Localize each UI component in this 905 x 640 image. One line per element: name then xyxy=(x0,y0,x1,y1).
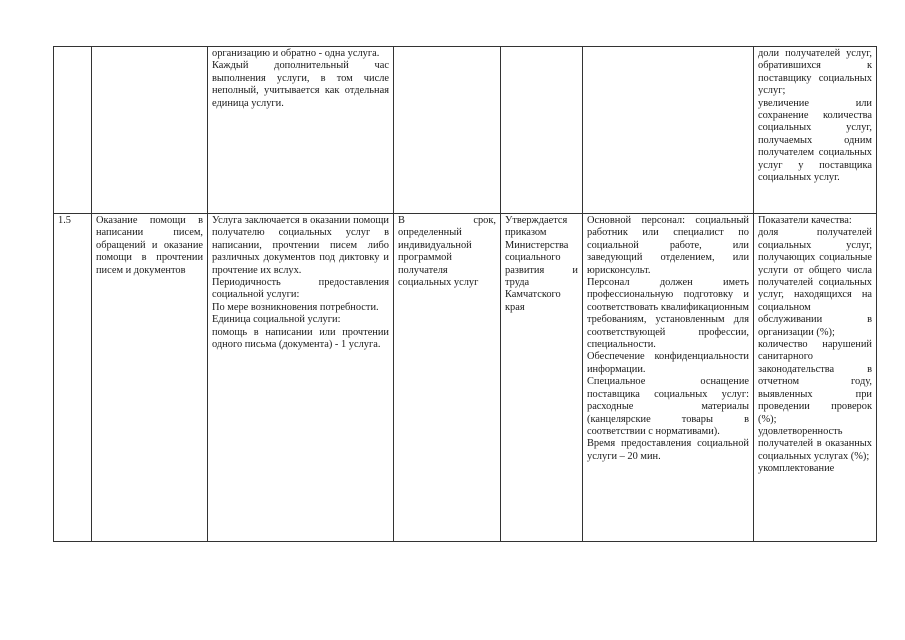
service-name: Оказание помощи в написании писем, обращений и оказание помощи в прочтении писем и документов xyxy=(96,215,203,276)
paragraph: Периодичность предоставления социальной услуги: xyxy=(212,277,389,301)
paragraph: помощь в написании или прочтении одного письма (документа) - 1 услуга. xyxy=(212,326,389,351)
cell-number xyxy=(54,47,92,214)
approval-text: Утверждается приказом Министерства социального развития и труда Камчатского края xyxy=(505,215,578,313)
cell-number xyxy=(54,214,92,542)
cell-description xyxy=(208,47,394,214)
paragraph: организацию и обратно - одна услуга. xyxy=(212,48,380,59)
paragraph: количество нарушений санитарного законодательства в отчетном году, выявленных при проведении проверок (%); xyxy=(758,339,872,425)
paragraph: Единица социальной услуги: xyxy=(212,314,341,326)
cell-service-name xyxy=(92,47,208,214)
paragraph: Специальное оснащение поставщика социальных услуг: расходные материалы (канцелярские товары в соответствии с нормативами). xyxy=(587,376,749,437)
cell-approval xyxy=(501,47,583,214)
table-row xyxy=(54,47,877,214)
paragraph: Обеспечение конфиденциальности информации. xyxy=(587,351,749,375)
paragraph: Время предоставления социальной услуги – 20 мин. xyxy=(587,438,749,462)
row-number: 1.5 xyxy=(58,215,71,226)
paragraph: укомплектование xyxy=(758,463,835,475)
cell-service-name xyxy=(92,214,208,542)
cell-conditions xyxy=(583,47,754,214)
cell-term xyxy=(394,214,501,542)
cell-quality xyxy=(754,47,877,214)
paragraph: доля получателей социальных услуг, получающих социальные услуги от общего числа получателей социальных услуг, находящихся на социальном обслуживании в организации (%); xyxy=(758,227,872,338)
paragraph: удовлетворенность получателей в оказанных социальных услугах (%); xyxy=(758,425,872,462)
table-row xyxy=(54,214,877,542)
paragraph: Показатели качества: xyxy=(758,215,852,226)
paragraph: Услуга заключается в оказании помощи получателю социальных услуг в написании, прочтении писем либо различных документов под диктовку и прочтение их вслух. xyxy=(212,215,389,276)
paragraph: По мере возникновения потребности. xyxy=(212,301,379,313)
paragraph: Основной персонал: социальный работник или специалист по социальной работе, или заведующий отделением, или юрисконсульт. xyxy=(587,215,749,276)
cell-term xyxy=(394,47,501,214)
cell-description xyxy=(208,214,394,542)
cell-quality xyxy=(754,214,877,542)
term-text: В срок, определенный индивидуальной программой получателя социальных услуг xyxy=(398,215,496,289)
cell-approval xyxy=(501,214,583,542)
paragraph: Каждый дополнительный час выполнения услуги, в том числе неполный, учитывается как отдельная единица услуги. xyxy=(212,60,389,109)
paragraph: увеличение или сохранение количества социальных услуг, получаемых одним получателем социальных услуг у поставщика социальных услуг. xyxy=(758,97,872,184)
services-table xyxy=(53,46,877,542)
paragraph: доли получателей услуг, обратившихся к поставщику социальных услуг; xyxy=(758,48,872,97)
cell-conditions xyxy=(583,214,754,542)
paragraph: Персонал должен иметь профессиональную подготовку и соответствовать квалификационным требованиям, установленным для соответствующей профессии, специальности. xyxy=(587,277,749,351)
